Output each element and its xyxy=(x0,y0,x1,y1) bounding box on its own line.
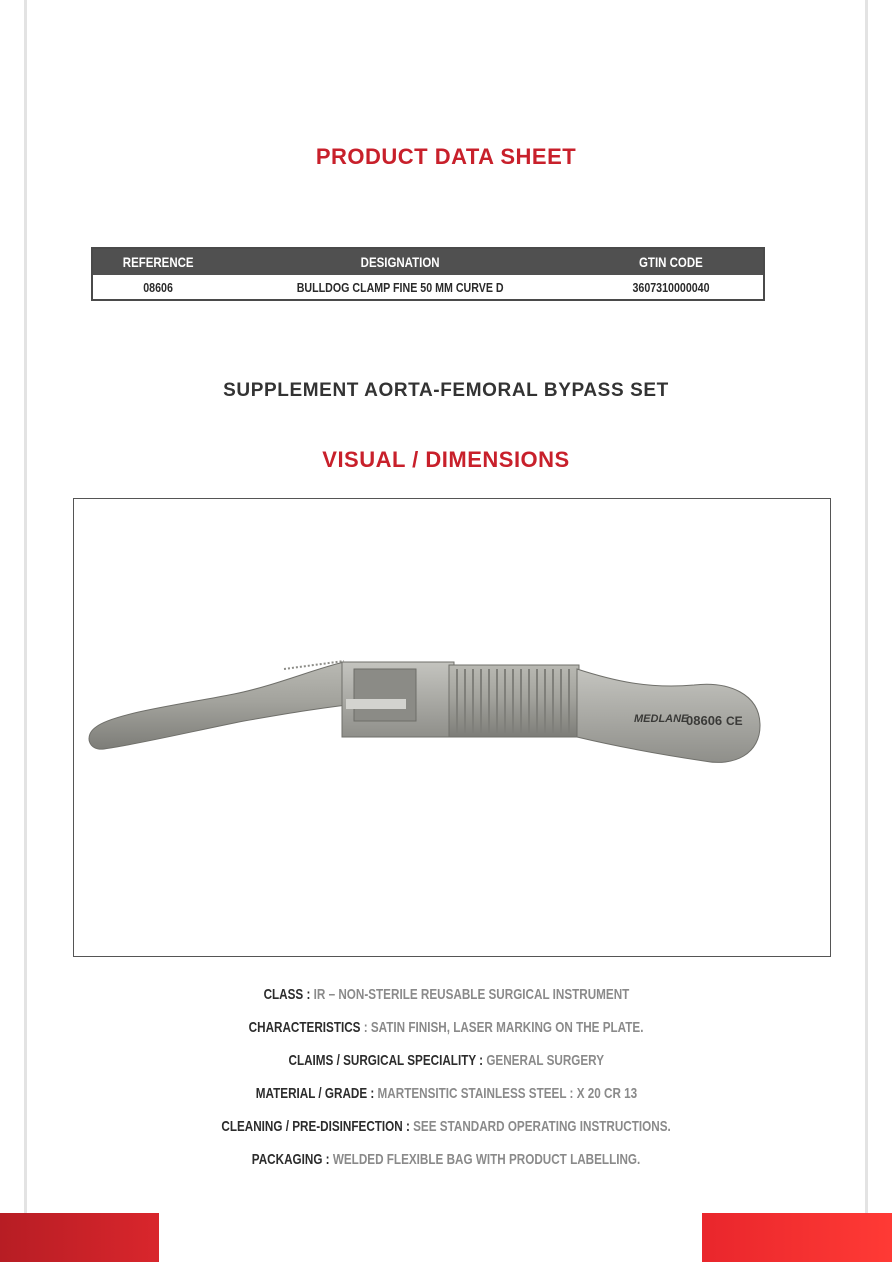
page-title: PRODUCT DATA SHEET xyxy=(315,144,577,169)
engraving-reference: 08606 xyxy=(686,713,723,728)
reference-table xyxy=(91,247,765,301)
spec-class: CLASS : IR – NON-STERILE REUSABLE SURGICAL INSTRUMENT xyxy=(263,986,629,1003)
spec-characteristics: CHARACTERISTICS : SATIN FINISH, LASER MARKING ON THE PLATE. xyxy=(248,1019,644,1036)
product-image-frame xyxy=(73,498,831,957)
footer-bar-left xyxy=(0,1213,159,1262)
spec-packaging: PACKAGING : WELDED FLEXIBLE BAG WITH PRODUCT LABELLING. xyxy=(251,1151,641,1168)
table-row xyxy=(92,275,764,300)
clamp-jaw xyxy=(89,662,374,749)
spec-material: MATERIAL / GRADE : MARTENSITIC STAINLESS STEEL : X 20 CR 13 xyxy=(255,1085,637,1102)
set-name: SUPPLEMENT AORTA-FEMORAL BYPASS SET xyxy=(223,380,669,401)
reference-cell: 08606 xyxy=(92,275,223,300)
column-header-gtin: GTIN CODE xyxy=(578,248,764,275)
footer-bar-right xyxy=(702,1213,892,1262)
engraving-brand: MEDLANE xyxy=(634,713,689,725)
column-header-designation: DESIGNATION xyxy=(223,248,578,275)
gtin-cell: 3607310000040 xyxy=(578,275,764,300)
column-header-reference: REFERENCE xyxy=(92,248,223,275)
ce-mark: CE xyxy=(726,714,743,728)
designation-cell: BULLDOG CLAMP FINE 50 MM CURVE D xyxy=(223,275,578,300)
bulldog-clamp-illustration xyxy=(74,499,830,956)
spec-claims: CLAIMS / SURGICAL SPECIALITY : GENERAL SURGERY xyxy=(288,1052,604,1069)
table-header-row xyxy=(92,248,764,275)
specification-list xyxy=(0,982,892,1180)
visual-dimensions-heading: VISUAL / DIMENSIONS xyxy=(322,447,570,472)
spec-cleaning: CLEANING / PRE-DISINFECTION : SEE STANDARD OPERATING INSTRUCTIONS. xyxy=(221,1118,671,1135)
